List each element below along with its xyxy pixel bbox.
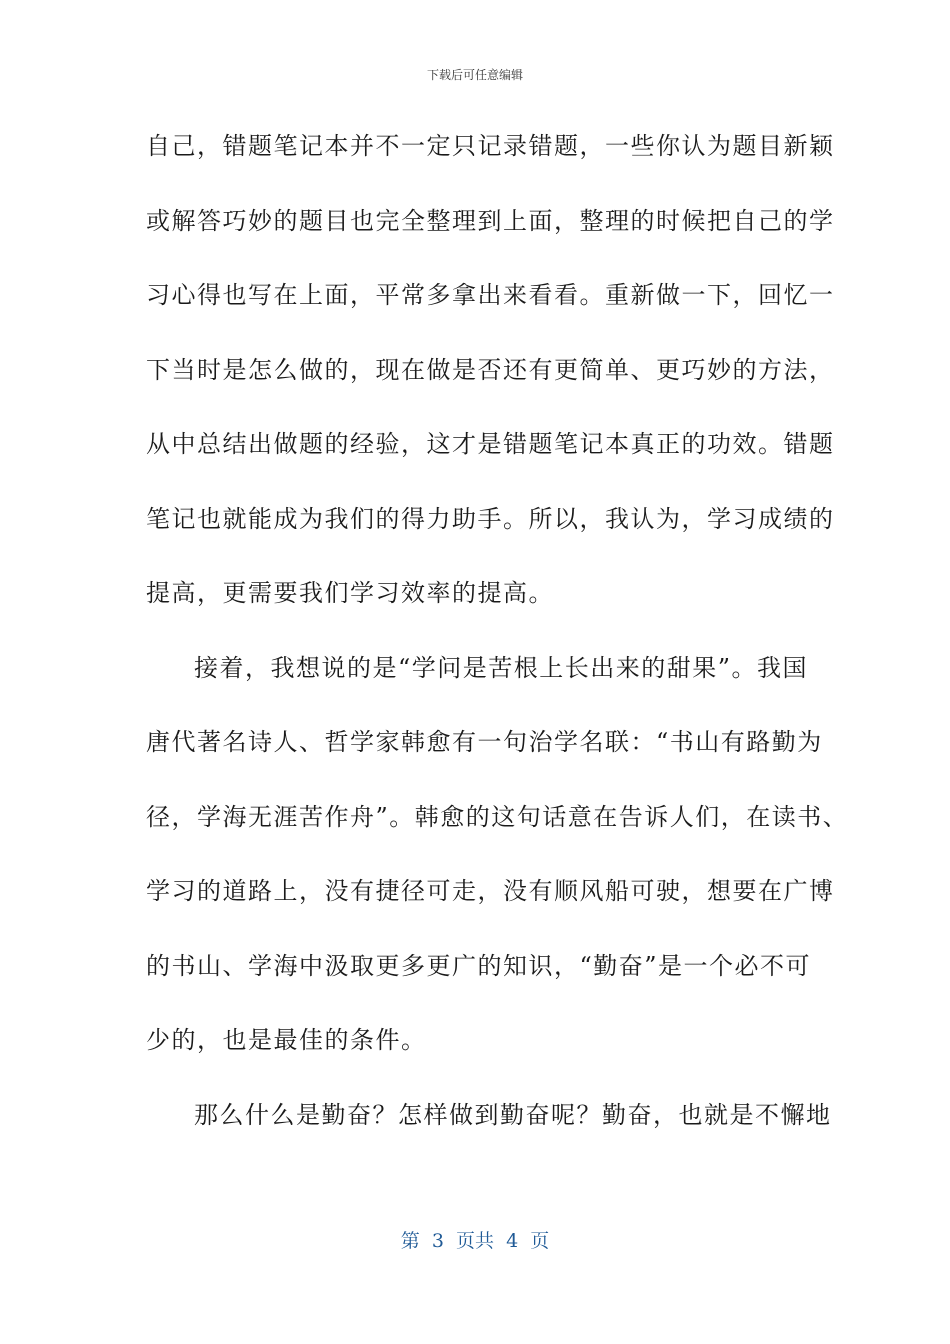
text-line: 提高，更需要我们学习效率的提高。: [146, 579, 554, 607]
text-line: 自己，错题笔记本并不一定只记录错题，一些你认为题目新颖: [146, 132, 835, 160]
text-line: 下当时是怎么做的，现在做是否还有更简单、更巧妙的方法，: [146, 355, 835, 384]
text-line: 径，学海无涯苦作舟”。韩愈的这句话意在告诉人们，在读书、: [146, 802, 849, 831]
text-line: 唐代著名诗人、哲学家韩愈有一句治学名联：“书山有路勤为: [146, 728, 823, 756]
text-line: 从中总结出做题的经验，这才是错题笔记本真正的功效。错题: [146, 430, 835, 458]
page-number-footer: 第 3 页共 4 页: [400, 1230, 550, 1252]
text-line: 的书山、学海中汲取更多更广的知识，“勤奋”是一个必不可: [146, 951, 812, 980]
text-line: 笔记也就能成为我们的得力助手。所以，我认为，学习成绩的: [146, 504, 835, 533]
text-line: 习心得也写在上面，平常多拿出来看看。重新做一下，回忆一: [146, 281, 835, 309]
text-line: 或解答巧妙的题目也完全整理到上面，整理的时候把自己的学: [146, 206, 835, 235]
paragraph-first-line: 那么什么是勤奋？怎样做到勤奋呢？勤奋，也就是不懈地: [194, 1100, 832, 1129]
page-header: 下载后可任意编辑: [426, 68, 523, 82]
text-line: 少的，也是最佳的条件。: [146, 1026, 427, 1054]
document-body: [146, 124, 849, 1167]
text-line: 学习的道路上，没有捷径可走，没有顺风船可驶，想要在广博: [146, 877, 835, 905]
paragraph-first-line: 接着，我想说的是“学问是苦根上长出来的甜果”。我国: [194, 653, 809, 682]
